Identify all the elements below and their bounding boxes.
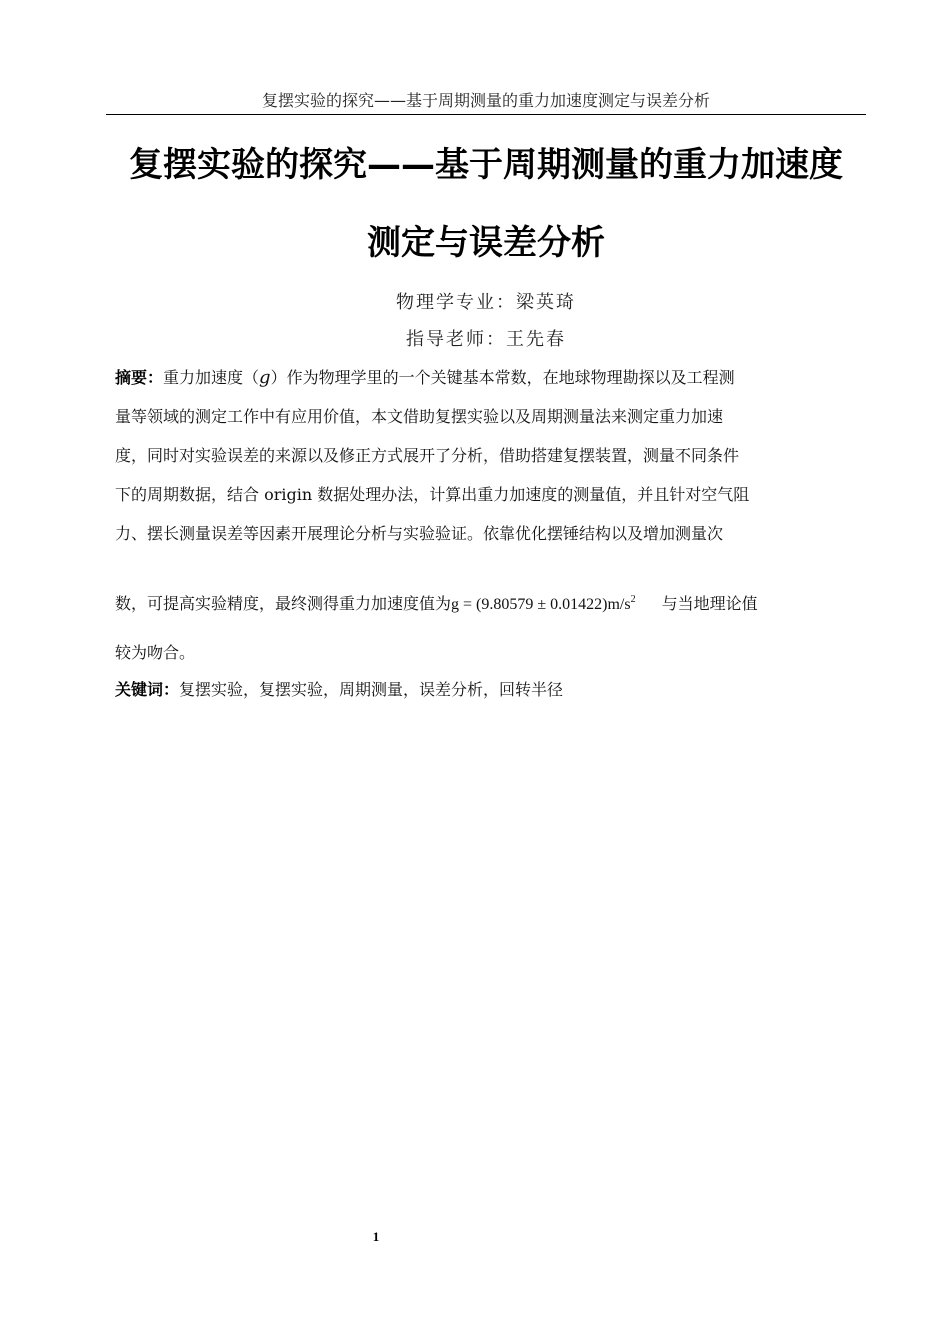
- abstract-text: 重力加速度（: [163, 368, 260, 387]
- abstract-label: 摘要：: [115, 368, 164, 387]
- abstract-text: ）作为物理学里的一个关键基本常数，在地球物理勘探以及工程测: [270, 368, 735, 387]
- formula-exponent: 2: [630, 594, 636, 605]
- abstract-line-7: 较为吻合。: [115, 643, 196, 662]
- gravity-formula: [451, 596, 636, 613]
- page-number: 1: [372, 1229, 380, 1244]
- keywords: [115, 679, 860, 701]
- advisor: 指导老师：王先春: [406, 329, 566, 350]
- keywords-text: 复摆实验，复摆实验，周期测量，误差分析，回转半径: [179, 680, 564, 699]
- abstract-line-2: 量等领域的测定工作中有应用价值，本文借助复摆实验以及周期测量法来测定重力加速: [115, 407, 724, 426]
- abstract-line-1: [115, 367, 860, 389]
- author-major: 物理学专业：梁英琦: [396, 292, 576, 313]
- abstract-text: 数，可提高实验精度，最终测得重力加速度值为: [115, 594, 452, 613]
- abstract-line-5: 力、摆长测量误差等因素开展理论分析与实验验证。依靠优化摆锤结构以及增加测量次: [115, 524, 724, 543]
- abstract-text: 与当地理论值: [661, 594, 758, 613]
- title-line-1: 复摆实验的探究——基于周期测量的重力加速度: [129, 145, 843, 185]
- abstract-line-4: 下的周期数据，结合 origin 数据处理办法，计算出重力加速度的测量值，并且针对空气阻: [115, 485, 750, 504]
- header-rule: [106, 114, 866, 115]
- keywords-label: 关键词：: [115, 680, 180, 699]
- running-header: 复摆实验的探究——基于周期测量的重力加速度测定与误差分析: [261, 91, 710, 110]
- formula-text: g = (9.80579 ± 0.01422)m/s: [451, 596, 631, 613]
- abstract-line-3: 度，同时对实验误差的来源以及修正方式展开了分析，借助搭建复摆装置，测量不同条件: [115, 446, 740, 465]
- title-line-2: 测定与误差分析: [367, 223, 605, 263]
- abstract-line-6: [115, 589, 860, 616]
- g-symbol: g: [259, 367, 271, 388]
